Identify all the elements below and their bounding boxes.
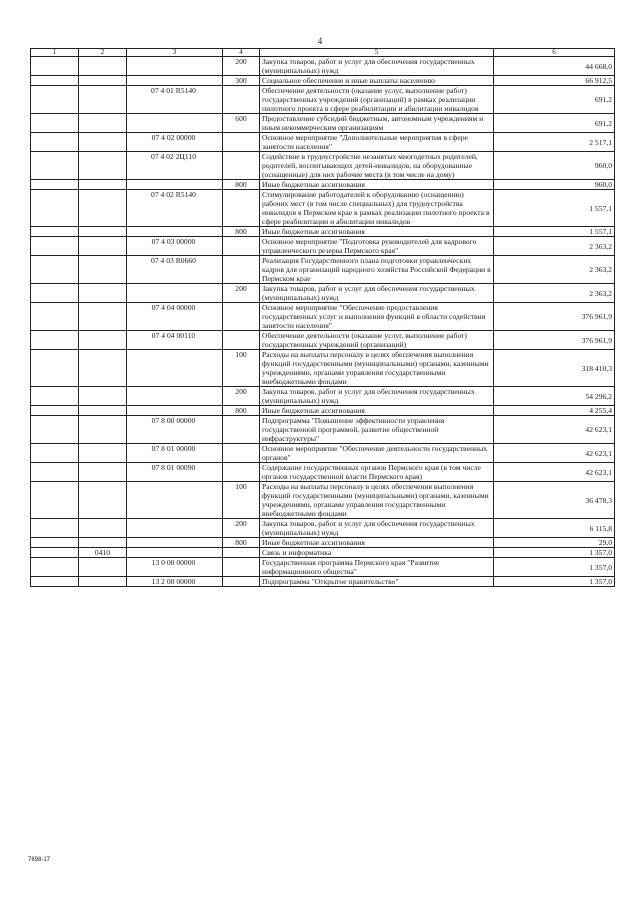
description-cell: Иные бюджетные ассигнования [260,227,494,237]
expense-type-cell [223,463,260,482]
target-article-cell: 07 4 02 R5140 [127,190,223,227]
subsection-cell [79,86,127,114]
table-row [31,406,615,416]
table-row [31,416,615,444]
section-cell [31,416,79,444]
target-article-cell [127,114,223,133]
amount-cell: 376 961,9 [494,303,615,331]
amount-cell: 691,2 [494,86,615,114]
expense-type-cell [223,444,260,463]
subsection-cell [79,133,127,152]
expense-type-cell [223,548,260,558]
section-cell [31,387,79,406]
target-article-cell [127,57,223,76]
section-cell [31,482,79,519]
subsection-cell [79,152,127,180]
description-cell: Обеспечение деятельности (оказание услуг, выполнение работ) государственных учреждений (организаций) [260,331,494,350]
target-article-cell: 13 2 00 00000 [127,577,223,587]
table-row [31,152,615,180]
expense-type-cell: 800 [223,180,260,190]
description-cell: Расходы на выплаты персоналу в целях обеспечения выполнения функций государственными (муниципальными) органами, казенными учреждениями, органами управления государственными внебюджетными фондами [260,350,494,387]
section-cell [31,577,79,587]
document-code: 7698-17 [28,857,51,863]
expense-type-cell: 600 [223,114,260,133]
expense-type-cell: 200 [223,519,260,538]
expense-type-cell [223,190,260,227]
subsection-cell [79,387,127,406]
amount-cell: 6 115,8 [494,519,615,538]
expense-type-cell [223,256,260,284]
description-cell: Связь и информатика [260,548,494,558]
expense-type-cell: 800 [223,538,260,548]
section-cell [31,558,79,577]
target-article-cell: 07 4 03 R0660 [127,256,223,284]
target-article-cell [127,76,223,86]
target-article-cell: 07 4 04 00110 [127,331,223,350]
amount-cell: 1 557,1 [494,190,615,227]
expense-type-cell: 100 [223,482,260,519]
section-cell [31,114,79,133]
amount-cell: 1 357,0 [494,577,615,587]
table-row [31,256,615,284]
section-cell [31,190,79,227]
target-article-cell [127,548,223,558]
target-article-cell [127,519,223,538]
table-row [31,444,615,463]
subsection-cell: 0410 [79,548,127,558]
target-article-cell [127,538,223,548]
section-cell [31,152,79,180]
target-article-cell [127,227,223,237]
subsection-cell [79,406,127,416]
table-row [31,548,615,558]
table-row [31,558,615,577]
table-row [31,350,615,387]
amount-cell: 318 410,3 [494,350,615,387]
amount-cell: 66 912,5 [494,76,615,86]
expense-type-cell [223,86,260,114]
table-row [31,133,615,152]
table-row [31,463,615,482]
table-row [31,57,615,76]
amount-cell: 42 623,1 [494,463,615,482]
subsection-cell [79,577,127,587]
table-row [31,331,615,350]
description-cell: Закупка товаров, работ и услуг для обеспечения государственных (муниципальных) нужд [260,387,494,406]
table-row [31,237,615,256]
target-article-cell [127,406,223,416]
description-cell: Иные бюджетные ассигнования [260,538,494,548]
target-article-cell [127,482,223,519]
section-cell [31,133,79,152]
section-cell [31,331,79,350]
description-cell: Реализация Государственного плана подготовки управленческих кадров для организаций народного хозяйства Российской Федерации в Пермском крае [260,256,494,284]
description-cell: Закупка товаров, работ и услуг для обеспечения государственных (муниципальных) нужд [260,57,494,76]
amount-cell: 960,0 [494,152,615,180]
description-cell: Стимулирование работодателей к оборудованию (оснащению) рабочих мест (в том числе специальных) для трудоустройства инвалидов в Пермском крае в рамках реализации пилотного проекта в сфере реабилитации и абилитации инвалидов [260,190,494,227]
section-cell [31,237,79,256]
table-row [31,519,615,538]
budget-table [30,48,615,587]
expense-type-cell: 200 [223,387,260,406]
subsection-cell [79,444,127,463]
section-cell [31,519,79,538]
section-cell [31,463,79,482]
column-header: 3 [127,49,223,57]
description-cell: Основное мероприятие "Подготовка руководителей для кадрового управленческого резерва Пермского края" [260,237,494,256]
expense-type-cell: 300 [223,76,260,86]
expense-type-cell [223,416,260,444]
amount-cell: 1 357,0 [494,558,615,577]
table-row [31,284,615,303]
target-article-cell: 07 4 04 00000 [127,303,223,331]
expense-type-cell [223,558,260,577]
target-article-cell: 07 8 01 00000 [127,444,223,463]
section-cell [31,180,79,190]
subsection-cell [79,482,127,519]
target-article-cell: 07 4 02 00000 [127,133,223,152]
description-cell: Содействие в трудоустройстве незанятых многодетных родителей, родителей, воспитывающих детей-инвалидов, на оборудованные (оснащенные) для них рабочие места (в том числе на дому) [260,152,494,180]
table-row [31,482,615,519]
description-cell: Подпрограмма "Открытое правительство" [260,577,494,587]
section-cell [31,86,79,114]
description-cell: Закупка товаров, работ и услуг для обеспечения государственных (муниципальных) нужд [260,519,494,538]
section-cell [31,444,79,463]
table-row [31,303,615,331]
amount-cell: 54 296,2 [494,387,615,406]
expense-type-cell: 800 [223,227,260,237]
expense-type-cell: 200 [223,57,260,76]
column-header: 1 [31,49,79,57]
table-body [31,57,615,587]
amount-cell: 691,2 [494,114,615,133]
expense-type-cell [223,577,260,587]
description-cell: Социальное обеспечение и иные выплаты населению [260,76,494,86]
amount-cell: 44 668,0 [494,57,615,76]
section-cell [31,256,79,284]
subsection-cell [79,463,127,482]
amount-cell: 2 363,2 [494,284,615,303]
amount-cell: 2 363,2 [494,256,615,284]
target-article-cell [127,350,223,387]
expense-type-cell [223,133,260,152]
description-cell: Расходы на выплаты персоналу в целях обеспечения выполнения функций государственными (муниципальными) органами, казенными учреждениями, органами управления государственными внебюджетными фондами [260,482,494,519]
description-cell: Обеспечение деятельности (оказание услуг, выполнение работ) государственных учреждений (организаций) в рамках реализации пилотного проекта в сфере реабилитации и абилитации инвалидов [260,86,494,114]
section-cell [31,76,79,86]
target-article-cell: 07 4 02 2Ц110 [127,152,223,180]
amount-cell: 36 478,3 [494,482,615,519]
target-article-cell: 07 8 01 00090 [127,463,223,482]
amount-cell: 4 255,4 [494,406,615,416]
subsection-cell [79,284,127,303]
description-cell: Основное мероприятие "Дополнительные мероприятия в сфере занятости населения" [260,133,494,152]
table-row [31,227,615,237]
target-article-cell: 07 4 03 00000 [127,237,223,256]
subsection-cell [79,350,127,387]
description-cell: Иные бюджетные ассигнования [260,406,494,416]
table-row [31,76,615,86]
table-row [31,114,615,133]
expense-type-cell: 200 [223,284,260,303]
target-article-cell: 07 4 01 R5140 [127,86,223,114]
table-header-row [31,49,615,57]
subsection-cell [79,303,127,331]
subsection-cell [79,180,127,190]
section-cell [31,227,79,237]
section-cell [31,548,79,558]
description-cell: Основное мероприятие "Обеспечение деятельности государственных органов" [260,444,494,463]
table-row [31,538,615,548]
expense-type-cell [223,303,260,331]
target-article-cell: 07 8 00 00000 [127,416,223,444]
expense-type-cell: 800 [223,406,260,416]
subsection-cell [79,237,127,256]
amount-cell: 29,0 [494,538,615,548]
description-cell: Иные бюджетные ассигнования [260,180,494,190]
subsection-cell [79,190,127,227]
expense-type-cell [223,152,260,180]
amount-cell: 42 623,1 [494,416,615,444]
expense-type-cell [223,331,260,350]
section-cell [31,57,79,76]
subsection-cell [79,538,127,548]
target-article-cell [127,180,223,190]
section-cell [31,284,79,303]
subsection-cell [79,114,127,133]
table-row [31,86,615,114]
amount-cell: 2 363,2 [494,237,615,256]
description-cell: Подпрограмма "Повышение эффективности управления государственной программой, развитие общественной инфраструктуры" [260,416,494,444]
subsection-cell [79,519,127,538]
section-cell [31,350,79,387]
subsection-cell [79,227,127,237]
column-header: 6 [494,49,615,57]
target-article-cell: 13 0 00 00000 [127,558,223,577]
amount-cell: 1 557,1 [494,227,615,237]
subsection-cell [79,76,127,86]
column-header: 5 [260,49,494,57]
table-row [31,387,615,406]
amount-cell: 1 357,0 [494,548,615,558]
subsection-cell [79,331,127,350]
description-cell: Государственная программа Пермского края "Развитие информационного общества" [260,558,494,577]
amount-cell: 376 961,9 [494,331,615,350]
amount-cell: 42 623,1 [494,444,615,463]
description-cell: Содержание государственных органов Пермского края (в том числе органов государственной власти Пермского края) [260,463,494,482]
subsection-cell [79,256,127,284]
expense-type-cell [223,237,260,256]
section-cell [31,303,79,331]
column-header: 2 [79,49,127,57]
description-cell: Закупка товаров, работ и услуг для обеспечения государственных (муниципальных) нужд [260,284,494,303]
description-cell: Предоставление субсидий бюджетным, автономным учреждениям и иным некоммерческим организациям [260,114,494,133]
target-article-cell [127,284,223,303]
amount-cell: 2 517,1 [494,133,615,152]
section-cell [31,538,79,548]
table-row [31,577,615,587]
amount-cell: 960,0 [494,180,615,190]
table-row [31,180,615,190]
description-cell: Основное мероприятие "Обеспечение предоставления государственных услуг и выполнения функций в области содействия занятости населения" [260,303,494,331]
table-row [31,190,615,227]
subsection-cell [79,57,127,76]
page-number: 4 [317,36,323,46]
section-cell [31,406,79,416]
column-header: 4 [223,49,260,57]
subsection-cell [79,416,127,444]
target-article-cell [127,387,223,406]
subsection-cell [79,558,127,577]
expense-type-cell: 100 [223,350,260,387]
